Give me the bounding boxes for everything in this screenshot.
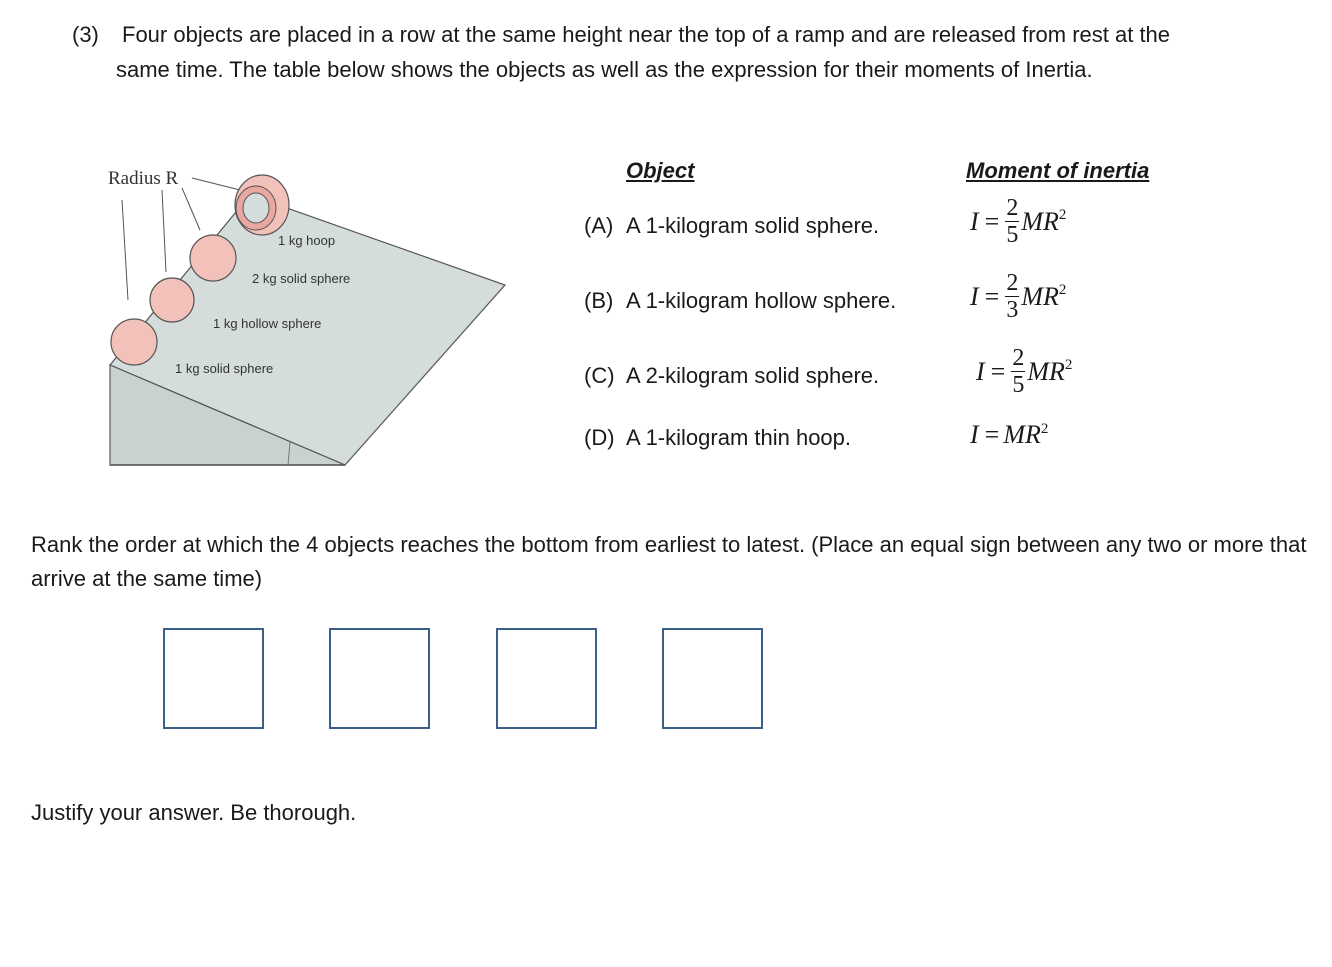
- formula-fraction: [1011, 346, 1025, 397]
- solid-sphere-1kg: [111, 319, 157, 365]
- fraction-numerator: 2: [1012, 345, 1025, 371]
- pointer-line-hoop: [192, 178, 240, 190]
- justify-prompt: Justify your answer. Be thorough.: [31, 800, 357, 825]
- label-hoop: 1 kg hoop: [278, 233, 336, 248]
- formula-symbol: I: [976, 356, 985, 386]
- label-solid-2kg: 2 kg solid sphere: [252, 271, 351, 286]
- object-letter: (C): [584, 363, 615, 388]
- object-row-a: [584, 213, 879, 239]
- fraction-denominator: 5: [1012, 372, 1025, 398]
- fraction-denominator: 3: [1006, 297, 1019, 323]
- pointer-line-solid1: [122, 200, 128, 300]
- formula-c: [976, 346, 1072, 397]
- object-row-d: [584, 425, 851, 451]
- object-column-header: Object: [626, 158, 695, 183]
- fraction-numerator: 2: [1006, 195, 1019, 221]
- formula-exponent: 2: [1064, 357, 1073, 373]
- formula-exponent: 2: [1058, 207, 1067, 223]
- fraction-denominator: 5: [1006, 222, 1019, 248]
- ramp-illustration: [100, 160, 520, 480]
- formula-symbol: I: [970, 281, 979, 311]
- formula-a: [970, 196, 1066, 247]
- hollow-sphere-1kg: [150, 278, 194, 322]
- formula-equals: =: [990, 356, 1006, 386]
- radius-label: Radius R: [108, 168, 179, 189]
- formula-b: [970, 271, 1066, 322]
- formula-mr: MR: [1003, 420, 1041, 449]
- formula-equals: =: [984, 206, 1000, 236]
- fraction-numerator: 2: [1006, 270, 1019, 296]
- formula-fraction: [1005, 196, 1019, 247]
- question-text-line2: same time. The table below shows the objects as well as the expression for their moments of Inertia.: [116, 57, 1093, 82]
- pointer-line-solid2: [182, 188, 200, 230]
- question-text-line1: Four objects are placed in a row at the same height near the top of a ramp and are released from rest at the: [122, 22, 1171, 47]
- moment-column-header: Moment of inertia: [966, 158, 1150, 183]
- ramp-figure: [100, 160, 520, 480]
- formula-fraction: [1005, 271, 1019, 322]
- label-hollow-1kg: 1 kg hollow sphere: [213, 316, 322, 331]
- formula-symbol: I: [970, 420, 979, 449]
- question-number: (3): [72, 22, 99, 47]
- rank-box-3[interactable]: [496, 628, 597, 729]
- object-description: A 1-kilogram solid sphere.: [626, 213, 880, 238]
- object-row-c: [584, 363, 879, 389]
- formula-d: [970, 420, 1048, 450]
- formula-equals: =: [984, 420, 1000, 449]
- object-letter: (B): [584, 288, 614, 313]
- pointer-line-hollow: [162, 190, 166, 272]
- formula-mr: MR: [1027, 356, 1065, 386]
- formula-mr: MR: [1021, 206, 1059, 236]
- rank-box-2[interactable]: [329, 628, 430, 729]
- label-solid-1kg: 1 kg solid sphere: [175, 361, 274, 376]
- formula-equals: =: [984, 281, 1000, 311]
- object-description: A 1-kilogram thin hoop.: [626, 425, 852, 450]
- hoop-object: [235, 175, 289, 235]
- object-description: A 1-kilogram hollow sphere.: [626, 288, 897, 313]
- formula-mr: MR: [1021, 281, 1059, 311]
- rank-box-4[interactable]: [662, 628, 763, 729]
- formula-symbol: I: [970, 206, 979, 236]
- formula-exponent: 2: [1040, 420, 1049, 437]
- object-row-b: [584, 288, 896, 314]
- solid-sphere-2kg: [190, 235, 236, 281]
- rank-box-1[interactable]: [163, 628, 264, 729]
- object-description: A 2-kilogram solid sphere.: [626, 363, 880, 388]
- object-letter: (D): [584, 425, 615, 450]
- object-letter: (A): [584, 213, 614, 238]
- rank-prompt: Rank the order at which the 4 objects reaches the bottom from earliest to latest. (Place an equal sign between any two or more that arrive at the same time): [31, 532, 1307, 591]
- formula-exponent: 2: [1058, 282, 1067, 298]
